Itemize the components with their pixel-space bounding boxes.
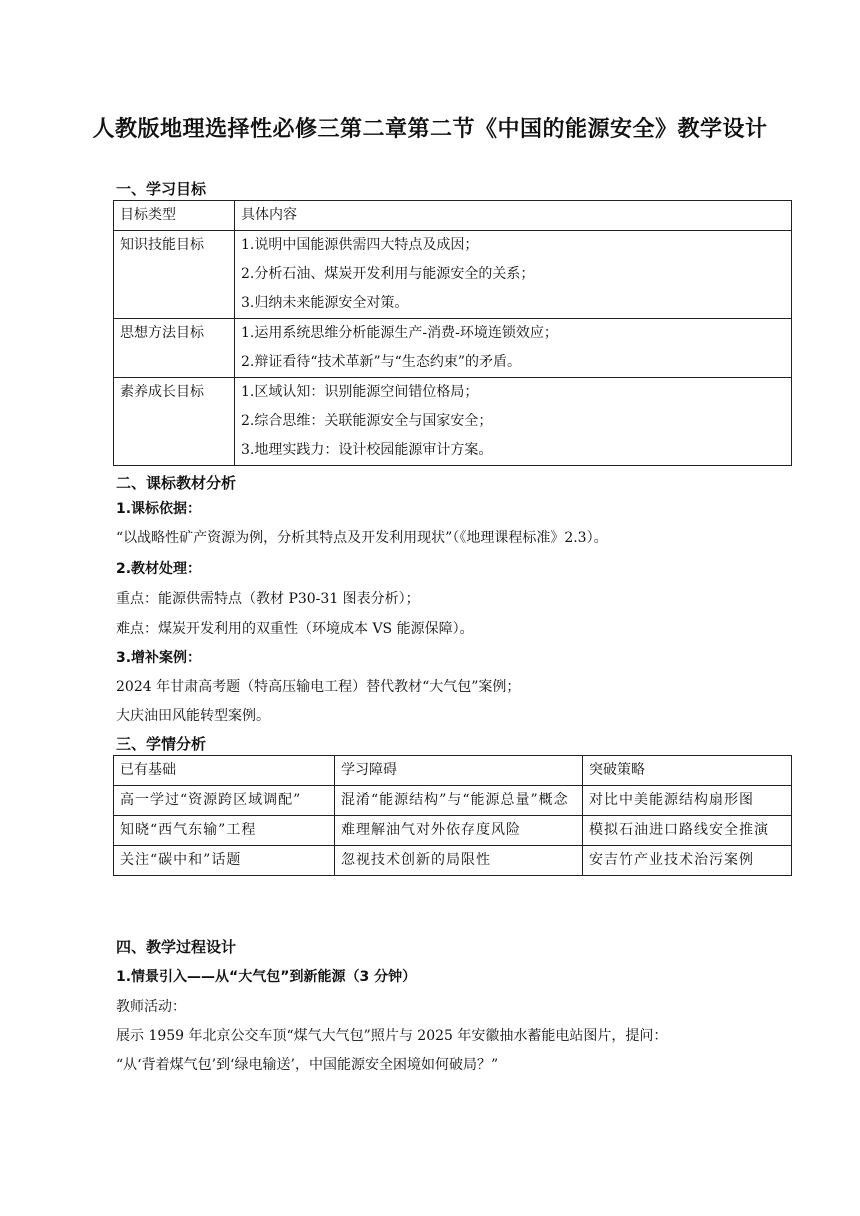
learner-analysis-table	[113, 755, 792, 876]
table-row	[114, 231, 792, 319]
section-heading-curriculum-analysis: 二、课标教材分析	[116, 474, 237, 492]
section-heading-learner-analysis: 三、学情分析	[116, 735, 207, 753]
goal-content-cell	[235, 231, 792, 319]
paragraph: 重点：能源供需特点（教材 P30-31 图表分析）；	[116, 591, 420, 607]
goal-content-cell	[235, 319, 792, 378]
goal-item: 2.分析石油、煤炭开发利用与能源安全的关系；	[241, 266, 535, 282]
table-cell	[335, 816, 583, 846]
table-row	[114, 786, 792, 816]
table-cell	[335, 786, 583, 816]
table-row	[114, 846, 792, 876]
paragraph: 2024 年甘肃高考题（特高压输电工程）替代教材“大气包”案例；	[116, 679, 521, 695]
table-cell	[335, 846, 583, 876]
table-cell	[114, 816, 335, 846]
paragraph: 展示 1959 年北京公交车顶“煤气大气包”照片与 2025 年安徽抽水蓄能电站图片，提问：	[116, 1028, 668, 1044]
table-cell	[583, 846, 792, 876]
goal-content-cell	[235, 378, 792, 466]
table-row	[114, 816, 792, 846]
goal-item: 3.归纳未来能源安全对策。	[241, 295, 409, 311]
table-header-cell: 学习障碍	[335, 756, 583, 786]
subheading-curriculum-basis: 1.课标依据：	[116, 501, 202, 517]
goal-item: 2.辩证看待“技术革新”与“生态约束”的矛盾。	[241, 354, 521, 370]
goal-item: 2.综合思维：关联能源安全与国家安全；	[241, 413, 493, 429]
paragraph: 难点：煤炭开发利用的双重性（环境成本 VS 能源保障）。	[116, 621, 474, 637]
table-header-cell: 具体内容	[235, 201, 792, 231]
table-header-row	[114, 756, 792, 786]
subheading-scenario-intro: 1.情景引入——从“大气包”到新能源（3 分钟）	[116, 969, 417, 985]
paragraph: “以战略性矿产资源为例，分析其特点及开发利用现状”（《地理课程标准》2.3）。	[116, 530, 608, 546]
table-header-cell: 突破策略	[583, 756, 792, 786]
section-heading-learning-goals: 一、学习目标	[116, 180, 207, 198]
table-cell	[583, 816, 792, 846]
goal-item: 3.地理实践力：设计校园能源审计方案。	[241, 442, 493, 458]
cell-text: 忽视技术创新的局限性	[341, 852, 491, 868]
cell-text: 模拟石油进口路线安全推演	[589, 822, 769, 838]
cell-text: 混淆“能源结构”与“能源总量”概念	[341, 792, 569, 808]
cell-text: 对比中美能源结构扇形图	[589, 792, 754, 808]
table-header-cell: 已有基础	[114, 756, 335, 786]
table-header-cell: 目标类型	[114, 201, 235, 231]
goal-type-cell: 素养成长目标	[114, 378, 235, 466]
cell-text: 安吉竹产业技术治污案例	[589, 852, 754, 868]
section-heading-teaching-process: 四、教学过程设计	[116, 938, 237, 956]
table-cell	[583, 786, 792, 816]
cell-text: 关注“碳中和”话题	[120, 852, 242, 868]
paragraph: 教师活动：	[116, 999, 186, 1015]
cell-text: 难理解油气对外依存度风险	[341, 822, 521, 838]
subheading-textbook-handling: 2.教材处理：	[116, 561, 202, 577]
goal-type-cell: 知识技能目标	[114, 231, 235, 319]
table-header-row	[114, 201, 792, 231]
learning-goals-table	[113, 200, 792, 466]
goal-type-cell: 思想方法目标	[114, 319, 235, 378]
document-title: 人教版地理选择性必修三第二章第二节《中国的能源安全》教学设计	[92, 117, 768, 142]
table-row	[114, 378, 792, 466]
goal-item: 1.区域认知：识别能源空间错位格局；	[241, 384, 479, 400]
paragraph: “从‘背着煤气包’到‘绿电输送’，中国能源安全困境如何破局？”	[116, 1057, 499, 1073]
goal-item: 1.说明中国能源供需四大特点及成因；	[241, 237, 479, 253]
table-cell	[114, 846, 335, 876]
paragraph: 大庆油田风能转型案例。	[116, 708, 270, 724]
cell-text: 高一学过“资源跨区域调配”	[120, 792, 302, 808]
cell-text: 知晓“西气东输”工程	[120, 822, 257, 838]
table-cell	[114, 786, 335, 816]
subheading-added-cases: 3.增补案例：	[116, 650, 202, 666]
goal-item: 1.运用系统思维分析能源生产-消费-环境连锁效应；	[241, 325, 558, 341]
table-row	[114, 319, 792, 378]
